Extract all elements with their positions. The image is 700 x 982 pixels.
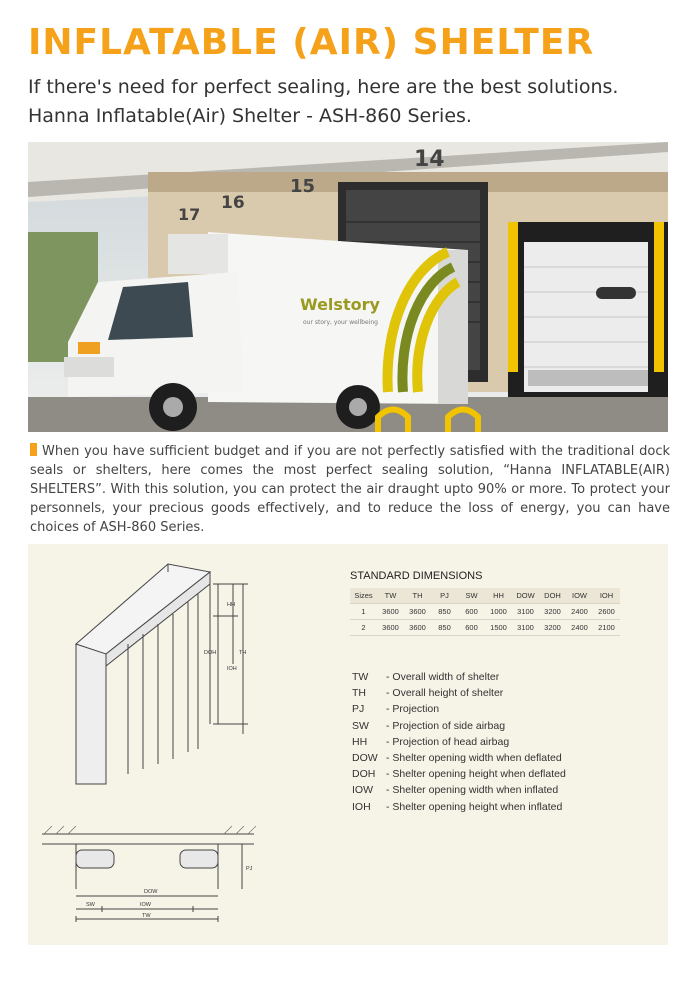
table-header-row xyxy=(350,588,620,604)
legend-item: HH - Projection of head airbag xyxy=(352,735,510,748)
label-pj: PJ xyxy=(246,866,253,872)
bay-number-14: 14 xyxy=(414,147,445,172)
bay-number-15: 15 xyxy=(290,176,316,197)
shelter-drawing xyxy=(28,544,348,945)
header-cell: IOH xyxy=(593,588,620,604)
table-cell: 3600 xyxy=(377,620,404,636)
table-cell: 2400 xyxy=(566,620,593,636)
subtitle-line-2: Hanna Inflatable(Air) Shelter - ASH-860 Series. xyxy=(28,105,472,127)
table-cell: 3100 xyxy=(512,604,539,620)
legend-item: IOH - Shelter opening height when inflated xyxy=(352,800,563,813)
label-iow: IOW xyxy=(140,902,151,908)
legend-item: DOH - Shelter opening height when deflated xyxy=(352,768,566,781)
header-cell: TW xyxy=(377,588,404,604)
spec-panel xyxy=(28,544,668,945)
table-row xyxy=(350,604,620,620)
table-row xyxy=(350,620,620,636)
header-cell: TH xyxy=(404,588,431,604)
truck-brand: Welstory xyxy=(300,295,380,314)
label-doh: DOH xyxy=(204,650,217,656)
header-cell: DOW xyxy=(512,588,539,604)
legend-item: TW - Overall width of shelter xyxy=(352,671,500,683)
label-th: TH xyxy=(239,650,247,656)
legend-item: PJ - Projection xyxy=(352,703,440,716)
subtitle-line-1: If there's need for perfect sealing, here are the best solutions. xyxy=(28,76,619,98)
bay-number-17: 17 xyxy=(178,205,201,224)
legend-item: DOW - Shelter opening width when deflated xyxy=(352,752,562,765)
bullet-marker xyxy=(30,443,37,456)
table-cell: 850 xyxy=(431,620,458,636)
label-hh: HH xyxy=(227,602,235,608)
loading-dock-photo xyxy=(28,142,668,432)
table-cell: 2600 xyxy=(593,604,620,620)
table-cell: 1 xyxy=(350,604,377,620)
table-cell: 2100 xyxy=(593,620,620,636)
truck-tagline: our story, your wellbeing xyxy=(303,319,378,326)
description-text: When you have sufficient budget and if you are not perfectly satisfied with the traditional dock seals or shelters, here comes the most perfect sealing solution, “Hanna INFLATABLE(AIR) SHELTERS”. With this solution, you can protect the air draught upto 90% or more. To protect your personnels, your precious goods effectively, and to reduce the loss of energy, you can have choices of ASH-860 Series. xyxy=(30,444,670,535)
page-title: INFLATABLE (AIR) SHELTER xyxy=(28,22,595,63)
abbreviation-legend xyxy=(352,669,566,815)
table-cell: 2 xyxy=(350,620,377,636)
label-ioh: IOH xyxy=(227,666,237,672)
table-cell: 2400 xyxy=(566,604,593,620)
table-cell: 1000 xyxy=(485,604,512,620)
table-cell: 1500 xyxy=(485,620,512,636)
bay-number-16: 16 xyxy=(221,193,245,213)
header-cell: SW xyxy=(458,588,485,604)
table-cell: 3600 xyxy=(404,620,431,636)
header-cell: IOW xyxy=(566,588,593,604)
table-cell: 3600 xyxy=(404,604,431,620)
header-cell: DOH xyxy=(539,588,566,604)
header-cell: HH xyxy=(485,588,512,604)
description-paragraph xyxy=(30,442,670,537)
label-tw: TW xyxy=(142,913,151,919)
dimensions-title: STANDARD DIMENSIONS xyxy=(350,570,483,582)
table-cell: 850 xyxy=(431,604,458,620)
header-cell: PJ xyxy=(431,588,458,604)
table-cell: 3200 xyxy=(539,604,566,620)
label-dow: DOW xyxy=(144,889,158,895)
table-cell: 3100 xyxy=(512,620,539,636)
legend-item: IOW - Shelter opening width when inflated xyxy=(352,784,559,797)
table-cell: 3200 xyxy=(539,620,566,636)
legend-item: TH - Overall height of shelter xyxy=(352,687,504,700)
legend-item: SW - Projection of side airbag xyxy=(352,719,506,732)
table-cell: 3600 xyxy=(377,604,404,620)
dimensions-table xyxy=(350,588,620,636)
table-cell: 600 xyxy=(458,620,485,636)
label-sw: SW xyxy=(86,902,95,908)
table-cell: 600 xyxy=(458,604,485,620)
header-cell: Sizes xyxy=(350,588,377,604)
